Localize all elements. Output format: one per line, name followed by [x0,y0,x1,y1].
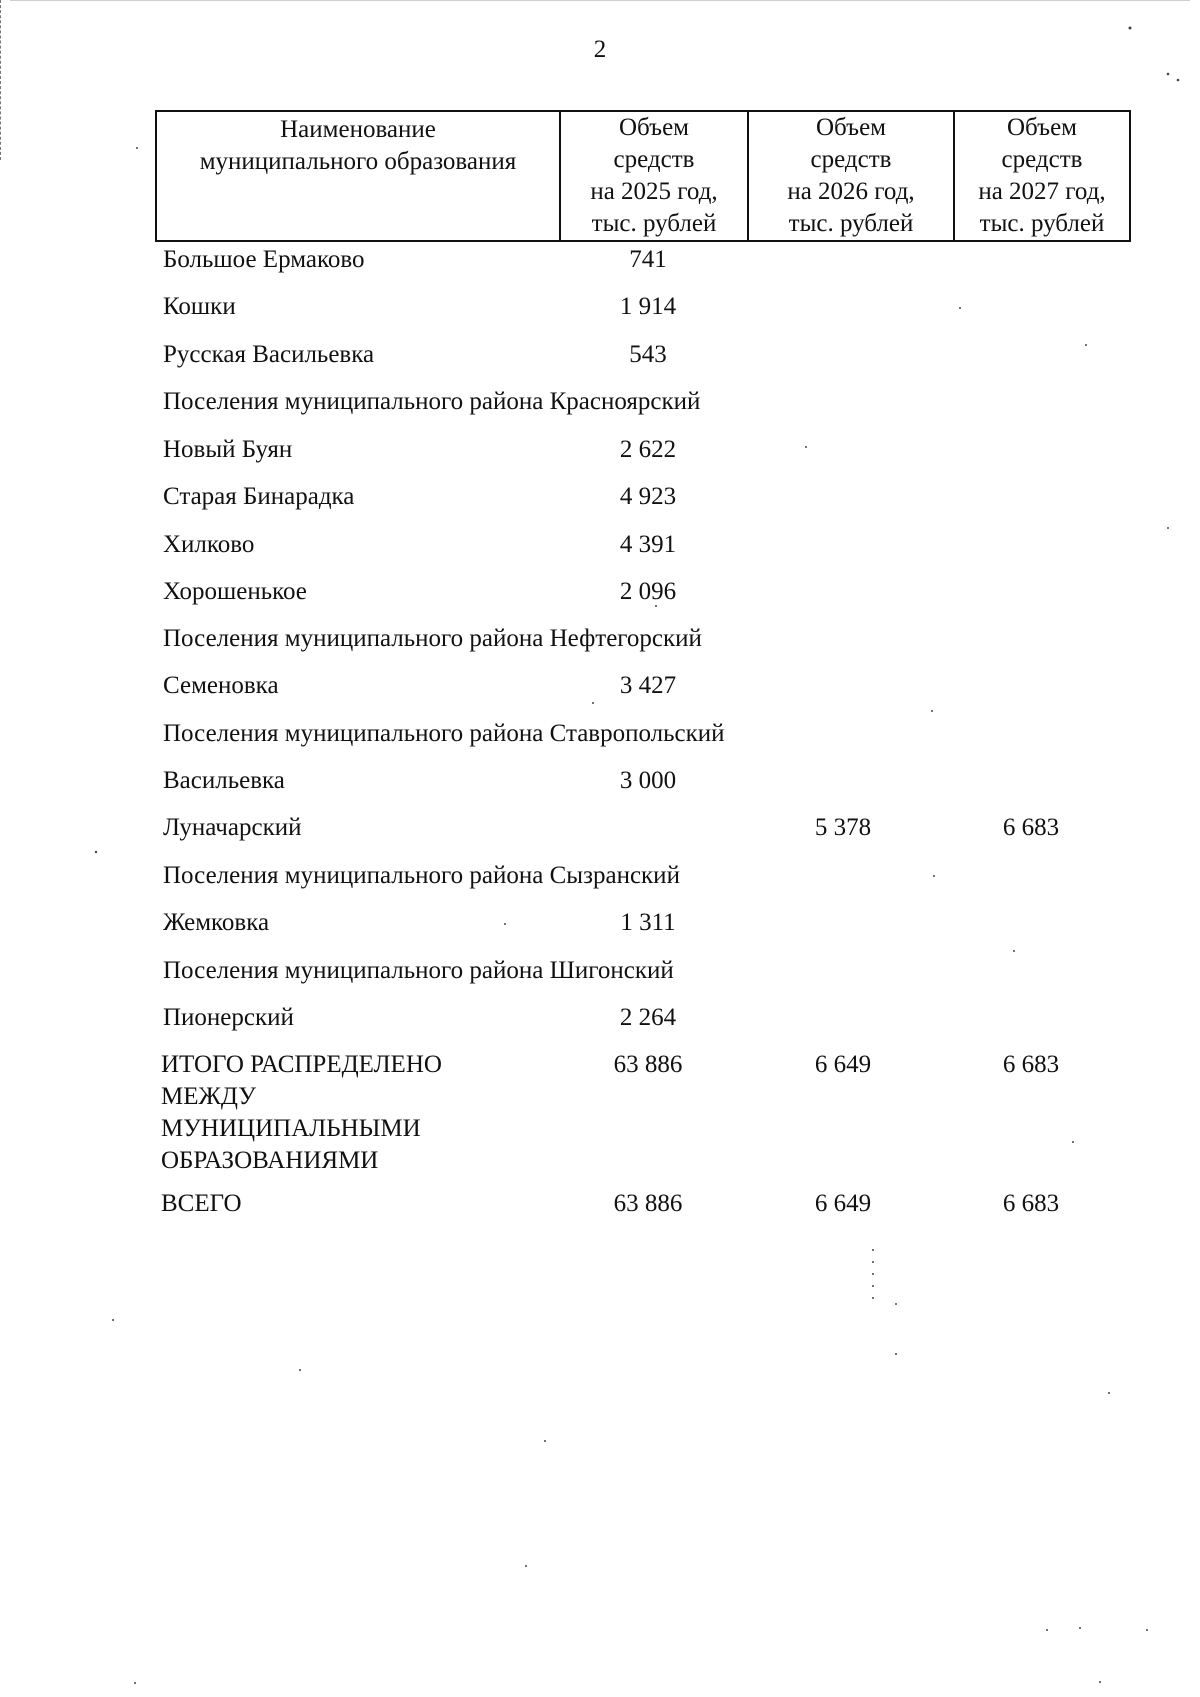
header-col1-line: муниципального образования [199,148,517,175]
row-value-2026: 5 378 [814,814,872,841]
total-value-2026: 6 649 [814,1051,872,1078]
total-label-line: МУНИЦИПАЛЬНЫМИ [161,1115,421,1142]
row-value-2025: 741 [629,246,667,273]
row-name: Старая Бинарадка [163,483,355,510]
row-value-2025: 543 [629,341,667,368]
row-value-2025: 4 923 [619,483,677,510]
total-value-2027: 6 683 [1002,1051,1060,1078]
grand-total-2025: 63 886 [613,1190,683,1217]
page-number: 2 [593,36,607,63]
row-name: Большое Ермаково [163,246,365,273]
row-name: Луначарский [163,814,302,841]
row-value-2025: 1 914 [619,293,677,320]
row-value-2025: 2 264 [619,1004,677,1031]
row-value-2025: 2 096 [619,578,677,605]
row-value-2025: 4 391 [619,531,677,558]
total-label-line: ИТОГО РАСПРЕДЕЛЕНО [161,1051,442,1078]
district-heading: Поселения муниципального района Нефтегорский [163,625,702,652]
row-name: Кошки [163,293,236,320]
header-col2-line: Объем [619,114,689,141]
row-name: Жемковка [163,909,270,936]
district-heading: Поселения муниципального района Красноярский [163,388,701,415]
header-col4-line: на 2027 год, [978,178,1106,205]
header-col3-line: средств [810,146,892,173]
header-col1-line: Наименование [280,116,436,143]
row-name: Пионерский [163,1004,294,1031]
grand-total-2026: 6 649 [814,1190,872,1217]
header-col4-line: тыс. рублей [979,210,1105,237]
row-name: Васильевка [163,767,285,794]
total-label-line: МЕЖДУ [161,1083,256,1110]
row-name: Русская Васильевка [163,341,375,368]
total-value-2025: 63 886 [613,1051,683,1078]
grand-total-2027: 6 683 [1002,1190,1060,1217]
row-name: Хилково [163,531,255,558]
header-col2-line: тыс. рублей [591,210,717,237]
header-col2-line: средств [613,146,695,173]
row-value-2025: 1 311 [620,909,676,936]
header-col3-line: тыс. рублей [788,210,914,237]
row-value-2025: 2 622 [619,436,677,463]
district-heading: Поселения муниципального района Шигонский [163,957,674,984]
header-col4-line: средств [1001,146,1083,173]
row-value-2025: 3 427 [619,672,677,699]
district-heading: Поселения муниципального района Сызранский [163,862,680,889]
header-col4-line: Объем [1007,114,1077,141]
header-col3-line: Объем [816,114,886,141]
row-name: Семеновка [163,672,279,699]
row-value-2025: 3 000 [619,767,677,794]
header-col2-line: на 2025 год, [590,178,718,205]
district-heading: Поселения муниципального района Ставропольский [163,720,725,747]
header-col3-line: на 2026 год, [787,178,915,205]
total-label-line: ОБРАЗОВАНИЯМИ [161,1147,379,1174]
row-value-2027: 6 683 [1002,814,1060,841]
row-name: Хорошенькое [163,578,307,605]
grand-total-label: ВСЕГО [161,1190,242,1217]
row-name: Новый Буян [163,436,293,463]
